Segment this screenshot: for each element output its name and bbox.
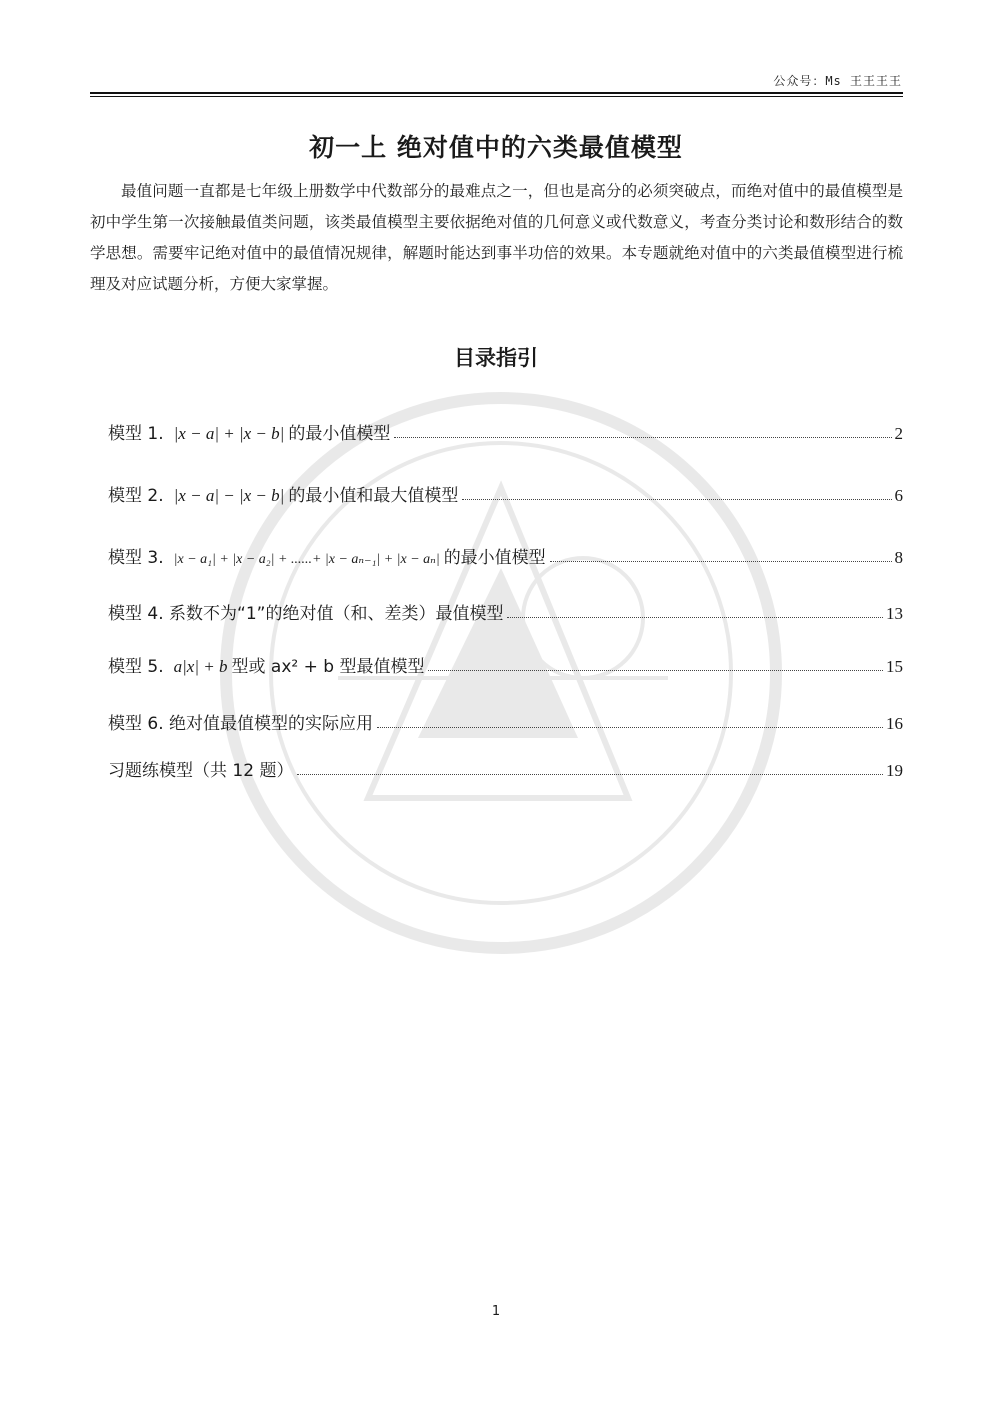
- toc-item-formula: |x − a| + |x − b|: [173, 424, 285, 443]
- toc-item-suffix: 的最小值模型: [443, 548, 546, 568]
- toc-item-model-1[interactable]: [108, 414, 903, 444]
- toc-item-label: 习题练模型（共 12 题）: [108, 761, 294, 781]
- toc-item-label: 模型 2.: [108, 486, 164, 506]
- toc-item-model-6[interactable]: [108, 704, 903, 734]
- toc-item-formula: |x − a| − |x − b|: [173, 486, 285, 505]
- toc-item-page: 19: [886, 761, 903, 780]
- toc-item-suffix: 的最小值模型: [288, 424, 391, 444]
- toc-dot-leader: [507, 617, 883, 618]
- toc-item-model-4[interactable]: [108, 594, 903, 624]
- toc-dot-leader: [428, 670, 883, 671]
- toc-item-label: 模型 6. 绝对值最值模型的实际应用: [108, 714, 374, 734]
- toc-item-formula: a|x| + b: [173, 657, 228, 676]
- toc-item-label: 模型 3.: [108, 548, 164, 568]
- page-number: 1: [491, 1304, 501, 1319]
- header-text: 公众号：Ms 王王王王: [773, 74, 902, 88]
- toc-item-label: 模型 5.: [108, 657, 164, 677]
- toc-item-page: 8: [894, 548, 903, 567]
- toc-item-exercises[interactable]: [108, 751, 903, 781]
- page-title: 初一上 绝对值中的六类最值模型: [309, 133, 683, 162]
- toc-item-suffix: 的最小值和最大值模型: [288, 486, 459, 506]
- intro-paragraph: 最值问题一直都是七年级上册数学中代数部分的最难点之一，但也是高分的必须突破点，而绝对值中的最值模型是初中学生第一次接触最值类问题，该类最值模型主要依据绝对值的几何意义或代数意义，考查分类讨论和数形结合的数学思想。需要牢记绝对值中的最值情况规律，解题时能达到事半功倍的效果。本专题就绝对值中的六类最值模型进行梳理及对应试题分析，方便大家掌握。: [90, 182, 903, 293]
- toc-item-model-2[interactable]: [108, 476, 903, 506]
- toc-item-page: 6: [894, 486, 903, 505]
- toc-item-label: 模型 4. 系数不为“1”的绝对值（和、差类）最值模型: [108, 604, 504, 624]
- toc-dot-leader: [462, 499, 891, 500]
- toc-item-suffix: 型或 ax² + b 型最值模型: [231, 657, 425, 677]
- toc-dot-leader: [297, 774, 883, 775]
- toc-item-formula: |x − a₁| + |x − a₂| + ......+ |x − aₙ₋₁| + |x − aₙ|: [173, 552, 440, 567]
- header-rule-thick: [90, 92, 903, 94]
- toc-dot-leader: [377, 727, 883, 728]
- toc-dot-leader: [550, 561, 892, 562]
- toc-item-label: 模型 1.: [108, 424, 164, 444]
- toc-item-page: 2: [894, 424, 903, 443]
- toc-dot-leader: [394, 437, 891, 438]
- toc-heading: 目录指引: [454, 346, 538, 370]
- toc-item-model-5[interactable]: [108, 647, 903, 677]
- toc-item-page: 16: [886, 714, 903, 733]
- toc-item-page: 13: [886, 604, 903, 623]
- toc-item-page: 15: [886, 657, 903, 676]
- header-rule-thin: [90, 96, 903, 97]
- toc-item-model-3[interactable]: [108, 538, 903, 568]
